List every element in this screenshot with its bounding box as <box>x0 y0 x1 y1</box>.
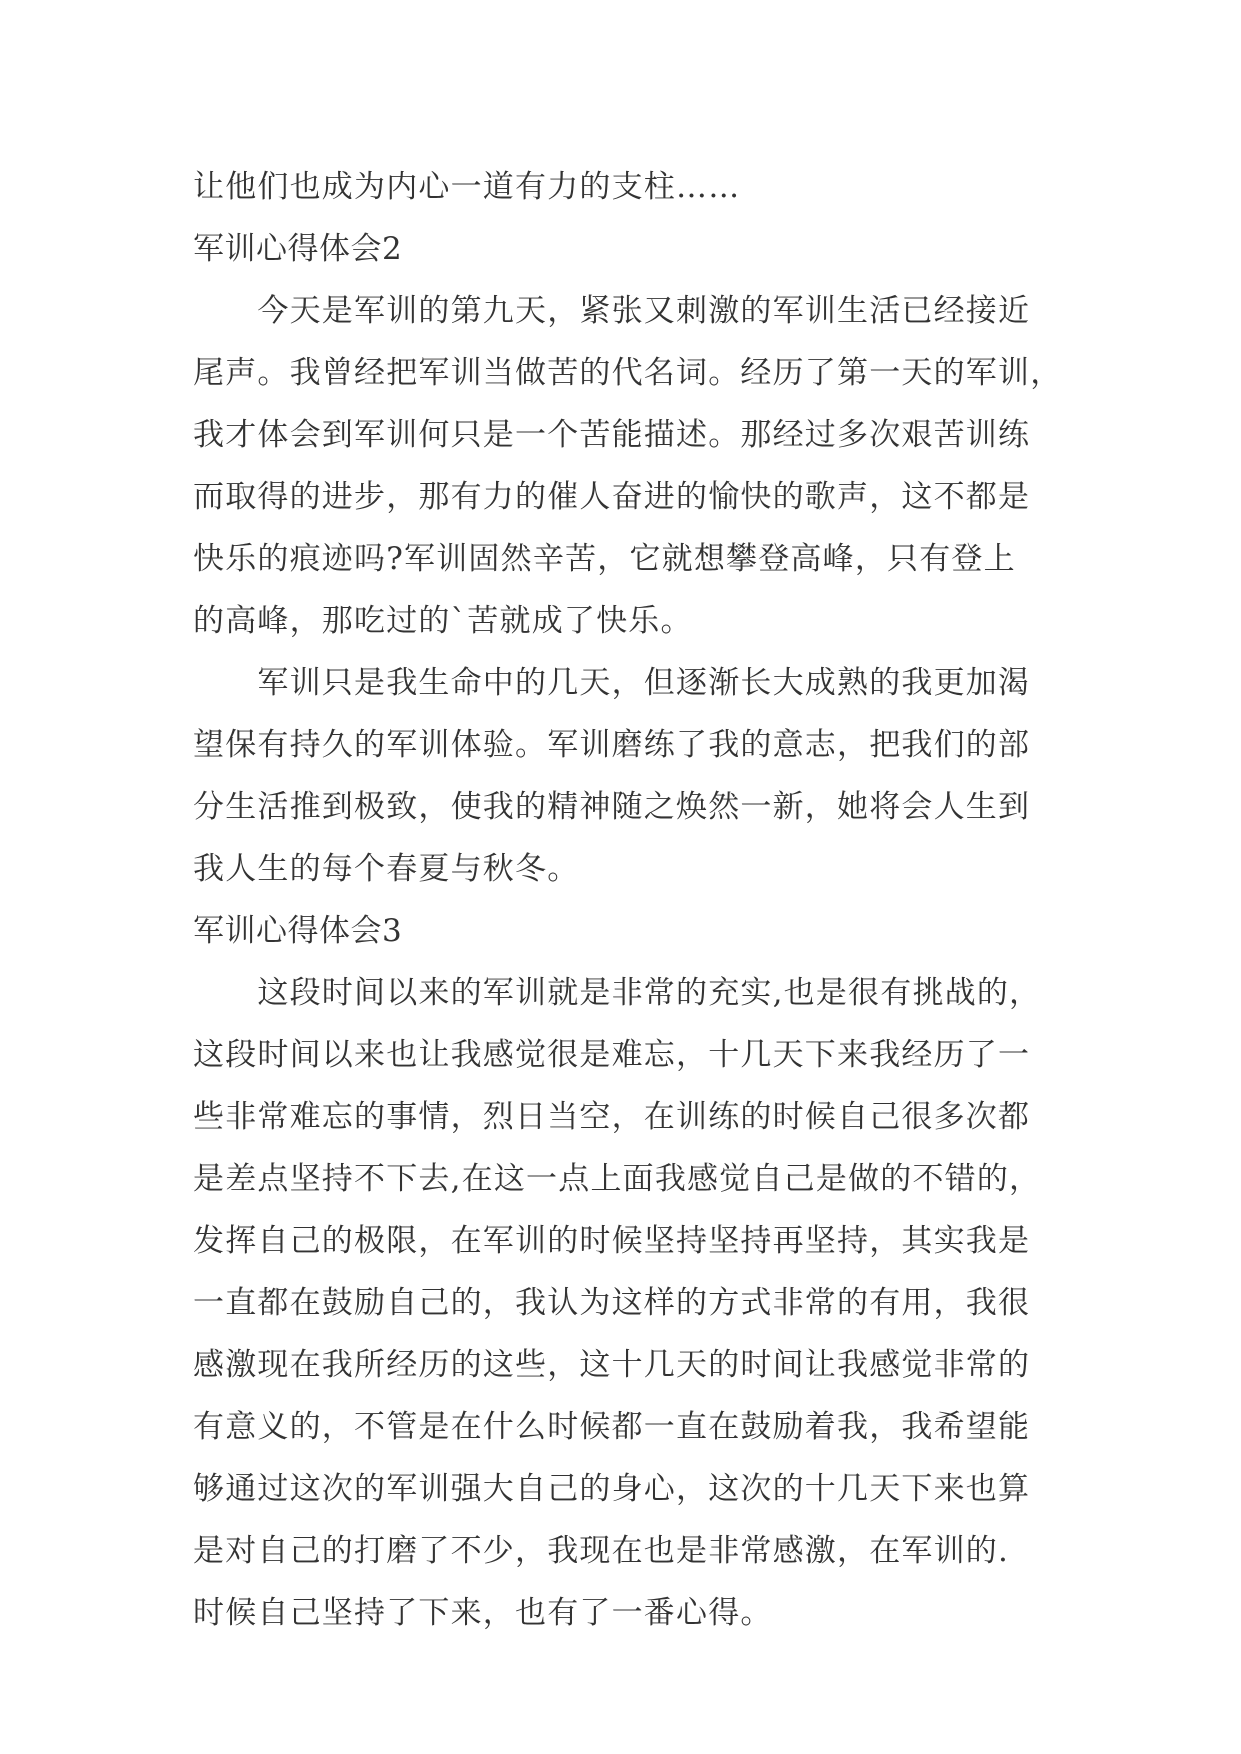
text-line: 而取得的进步，那有力的催人奋进的愉快的歌声，这不都是 <box>193 479 1031 515</box>
document-body <box>193 156 1063 1644</box>
text-line: 让他们也成为内心一道有力的支柱…… <box>193 169 741 205</box>
text-line: 些非常难忘的事情，烈日当空，在训练的时候自己很多次都 <box>193 1099 1031 1135</box>
text-line: 是对自己的打磨了不少，我现在也是非常感激，在军训的. <box>193 1533 1010 1569</box>
text-line: 这段时间以来也让我感觉很是难忘，十几天下来我经历了一 <box>193 1037 1031 1073</box>
text-line: 感激现在我所经历的这些，这十几天的时间让我感觉非常的 <box>193 1347 1031 1383</box>
text-line: 够通过这次的军训强大自己的身心，这次的十几天下来也算 <box>193 1471 1031 1507</box>
text-line: 军训只是我生命中的几天，但逐渐长大成熟的我更加渴 <box>193 665 1031 701</box>
text-line: 我才体会到军训何只是一个苦能描述。那经过多次艰苦训练 <box>193 417 1031 453</box>
text-line: 有意义的，不管是在什么时候都一直在鼓励着我，我希望能 <box>193 1409 1031 1445</box>
text-line: 尾声。我曾经把军训当做苦的代名词。经历了第一天的军训， <box>193 355 1063 391</box>
text-line: 的高峰，那吃过的`苦就成了快乐。 <box>193 603 693 639</box>
text-line: 是差点坚持不下去,在这一点上面我感觉自己是做的不错的， <box>193 1161 1042 1197</box>
text-line: 这段时间以来的军训就是非常的充实,也是很有挑战的， <box>193 975 1042 1011</box>
text-line: 时候自己坚持了下来，也有了一番心得。 <box>193 1595 773 1631</box>
section-heading: 军训心得体会3 <box>193 913 403 949</box>
text-line: 我人生的每个春夏与秋冬。 <box>193 851 580 887</box>
text-line: 一直都在鼓励自己的，我认为这样的方式非常的有用，我很 <box>193 1285 1031 1321</box>
text-line: 发挥自己的极限，在军训的时候坚持坚持再坚持，其实我是 <box>193 1223 1031 1259</box>
text-line: 快乐的痕迹吗?军训固然辛苦，它就想攀登高峰，只有登上 <box>193 541 1016 577</box>
text-line: 望保有持久的军训体验。军训磨练了我的意志，把我们的部 <box>193 727 1031 763</box>
text-line: 分生活推到极致，使我的精神随之焕然一新，她将会人生到 <box>193 789 1031 825</box>
text-line: 今天是军训的第九天，紧张又刺激的军训生活已经接近 <box>193 293 1031 329</box>
section-heading: 军训心得体会2 <box>193 231 403 267</box>
